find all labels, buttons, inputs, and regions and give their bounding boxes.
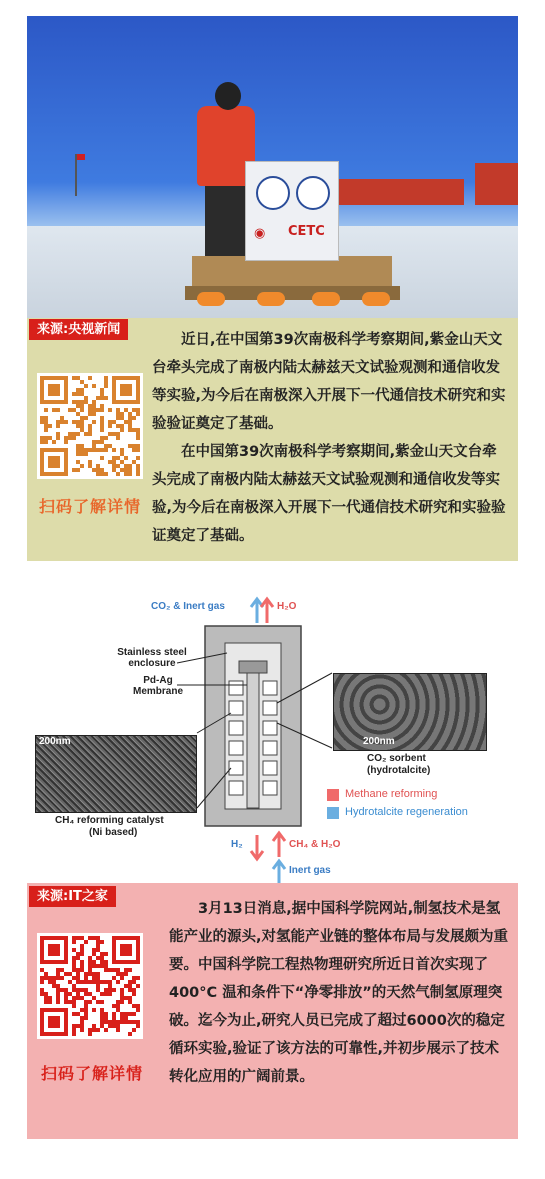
- qr-pattern: [40, 376, 140, 476]
- qr-pattern: [40, 936, 140, 1036]
- enclosure-label: Stainless steel enclosure: [117, 647, 187, 669]
- article-paragraph: 在中国第39次南极科学考察期间,紫金山天文台牵头完成了南极内陆太赫兹天文试验观测和通信收发等实验,为今后在南极深入开展下一代通信技术研究和实验验证奠定了基础。: [152, 444, 506, 544]
- arrow-up-icon: [273, 833, 285, 857]
- sorbent-sub-label: (hydrotalcite): [367, 765, 431, 776]
- scale-label: 200nm: [39, 736, 71, 747]
- article-body: [152, 326, 507, 550]
- legend-swatch-hydro: [327, 807, 339, 819]
- arrow-up-icon: [251, 599, 263, 623]
- catalyst-sub-label: (Ni based): [89, 827, 138, 838]
- scale-label: 200nm: [363, 736, 395, 747]
- qr-code[interactable]: [37, 933, 143, 1039]
- instrument-box: ◉ CETC: [245, 161, 339, 261]
- article-paragraph: 近日,在中国第39次南极科学考察期间,紫金山天文台牵头完成了南极内陆太赫兹天文试验观测和通信收发等实验,为今后在南极深入开展下一代通信技术研究和实验验证奠定了基础。: [152, 332, 506, 432]
- legend-hydro: Hydrotalcite regeneration: [345, 806, 468, 818]
- bottom-ch4-label: CH₄ & H₂O: [289, 839, 341, 850]
- source-tag: 来源:央视新闻: [29, 319, 128, 340]
- qr-caption: 扫码了解详情: [39, 497, 142, 516]
- sorbent-micrograph: [333, 673, 487, 751]
- news-card-antarctic: [27, 16, 518, 561]
- qr-caption: 扫码了解详情: [41, 1064, 144, 1083]
- bottom-inert-label: Inert gas: [289, 865, 331, 876]
- article-paragraph: 3月13日消息,据中国科学院网站,制氢技术是氢能产业的源头,对氢能产业链的整体布局与发展颇为重要。中国科学院工程热物理研究所近日首次实现了400°C 温和条件下“净零排放”的天然气制氢原理突破。迄今为止,研究人员已完成了超过6000次的稳定循环实验,验证了该方法的可靠性,并初步展示了技术转化应用的广阔前景。: [169, 901, 509, 1085]
- arrow-down-icon: [251, 835, 263, 859]
- catalyst-label: CH₄ reforming catalyst: [55, 815, 164, 826]
- sorbent-label: CO₂ sorbent: [367, 753, 426, 764]
- arrow-up-icon: [261, 599, 273, 623]
- top-left-label: CO₂ & Inert gas: [151, 601, 225, 612]
- legend-swatch-methane: [327, 789, 339, 801]
- membrane-label: Pd-Ag Membrane: [132, 675, 183, 697]
- source-tag: 来源:IT之家: [29, 886, 116, 907]
- flag-icon: [75, 154, 77, 196]
- top-right-label: H₂O: [277, 601, 297, 612]
- legend-methane: Methane reforming: [345, 788, 438, 800]
- antarctic-photo: [27, 16, 518, 318]
- bottom-h2-label: H₂: [231, 839, 243, 850]
- article-body: [169, 895, 511, 1091]
- arrow-up-icon: [273, 861, 285, 883]
- reactor-diagram: [27, 593, 518, 883]
- qr-code[interactable]: [37, 373, 143, 479]
